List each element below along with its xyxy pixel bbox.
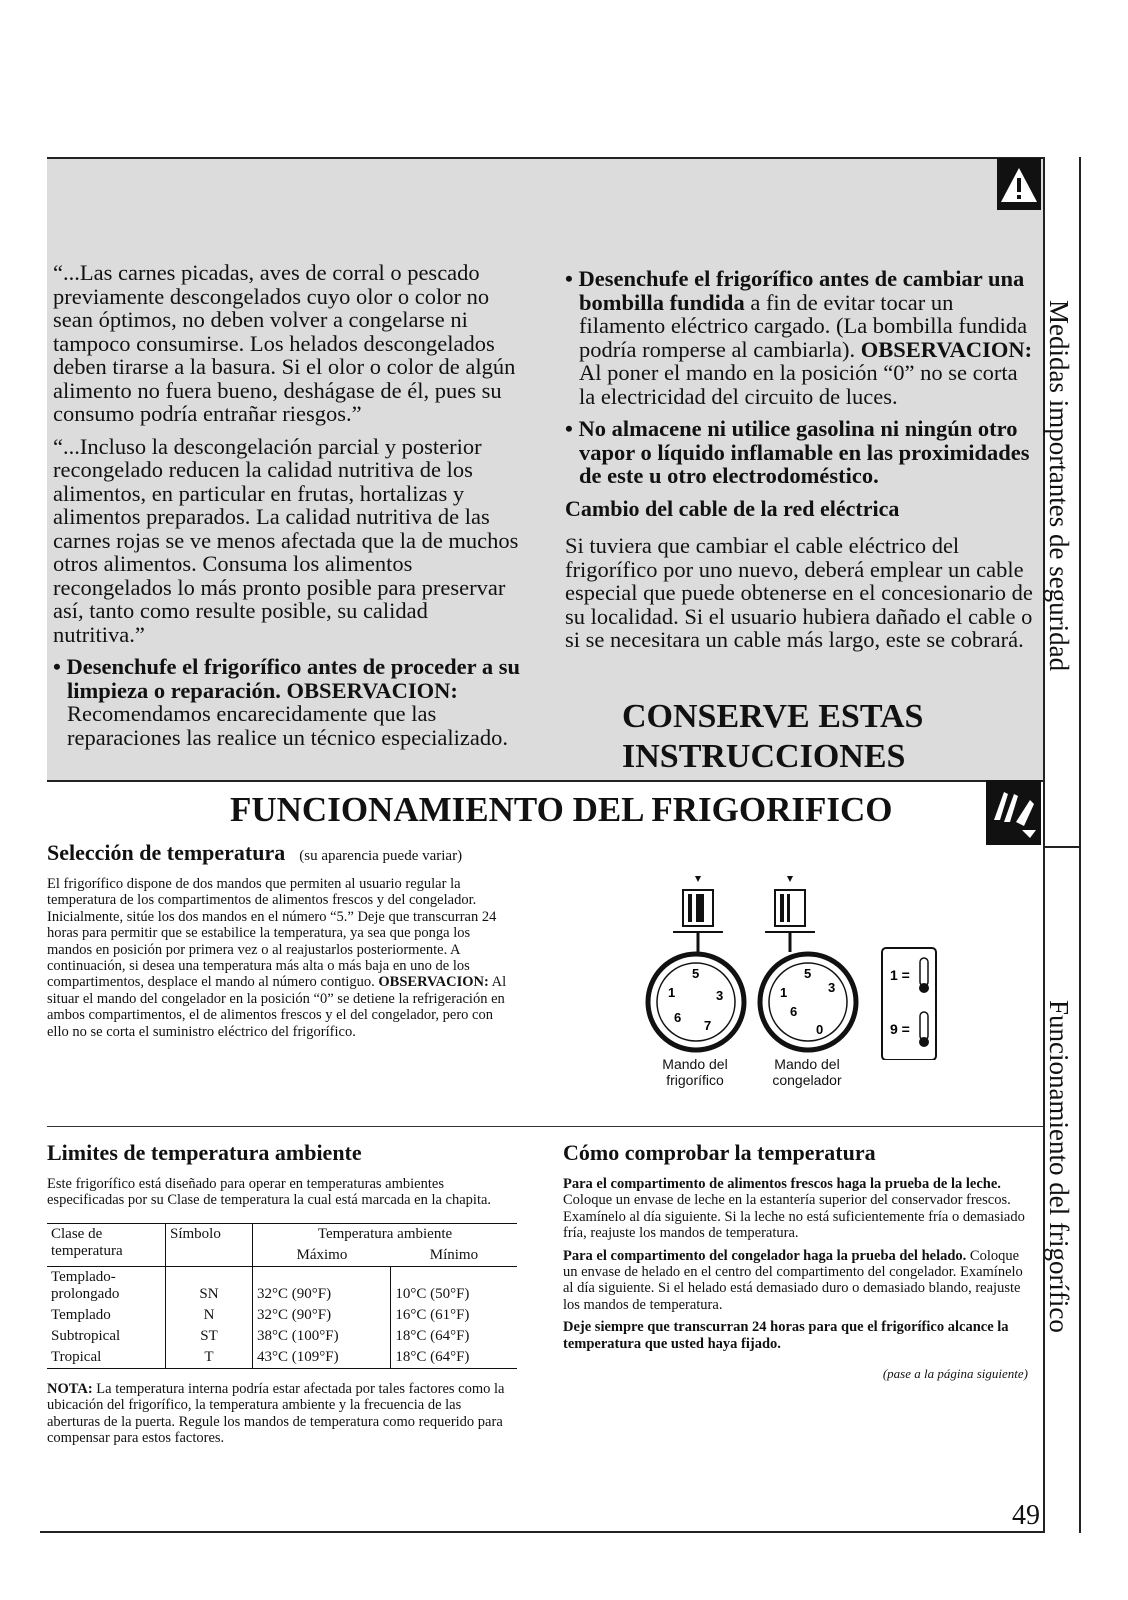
bottom-rule xyxy=(40,1531,1045,1533)
selection-observacion: OBSERVACION: xyxy=(378,974,489,991)
row-max: 32°C (90°F) xyxy=(253,1266,391,1305)
row-simbolo: T xyxy=(166,1347,253,1369)
table-row xyxy=(47,1347,517,1369)
header-simbolo: Símbolo xyxy=(166,1223,253,1266)
ambient-limits xyxy=(47,1140,517,1446)
row-simbolo: ST xyxy=(166,1326,253,1347)
header-clase: Clase de temperatura xyxy=(51,1225,123,1259)
header-min: Mínimo xyxy=(429,1246,479,1263)
thermometer-label-9: 9 = xyxy=(890,1021,910,1037)
conserve-line-1: CONSERVE ESTAS xyxy=(622,698,924,735)
row-clase: Subtropical xyxy=(51,1327,121,1344)
conserve-instrucciones xyxy=(622,697,923,777)
ice-cream-test-bold: Para el compartimento del congelador haga la prueba del helado. xyxy=(563,1247,967,1264)
bulb-bold: • Desenchufe el frigorífico antes de cambiar una bombilla fundida xyxy=(565,266,1025,315)
fridge-dial-number-5: 5 xyxy=(692,966,700,981)
section-title: FUNCIONAMIENTO DEL FRIGORIFICO xyxy=(230,790,893,829)
temperature-selection xyxy=(47,840,517,1040)
bulb-text-2: Al poner el mando en la posición “0” no se corta la electricidad del circuito de luces. xyxy=(579,360,1018,409)
check-temperature-body xyxy=(563,1176,1028,1352)
bulb-text: a fin de evitar tocar un filamento eléctrico cargado. (La bombilla fundida podría romperse al cambiarla). xyxy=(579,289,1028,362)
check-temperature xyxy=(563,1140,1028,1382)
row-clase: Tropical xyxy=(51,1348,102,1365)
nota xyxy=(47,1381,517,1447)
freezer-dial-number-3: 3 xyxy=(828,980,836,995)
table-header-row xyxy=(47,1223,517,1245)
milk-test-text: Coloque un envase de leche en la estantería superior del conservador frescos. Examínelo al día siguiente. Si la leche no está suficientemente fría o demasiado fría, reajuste los mandos de temperatura. xyxy=(563,1192,1025,1242)
row-min: 18°C (64°F) xyxy=(391,1326,517,1347)
cable-heading: Cambio del cable de la red eléctrica xyxy=(565,495,900,521)
row-max: 38°C (100°F) xyxy=(253,1326,391,1347)
temperature-class-table xyxy=(47,1223,517,1369)
warning-triangle-icon xyxy=(997,158,1041,210)
temperature-selection-note: (su aparencia puede variar) xyxy=(299,848,463,864)
fridge-dial-label-line-1: Mando del xyxy=(662,1056,728,1072)
cable-text: Si tuviera que cambiar el cable eléctrico del frigorífico por uno nuevo, deberá emplear un cable especial que puede obtenerse en el concesionario de su localidad. Si el usuario hubiera dañado el cable o si se necesitara un cable más largo, este se cobrará. xyxy=(565,533,1033,652)
nota-text: La temperatura interna podría estar afectada por tales factores como la ubicación del frigorífico, la temperatura ambiente y la frecuencia de las aberturas de la puerta. Regule los mandos de temperatura como requerido para compensar para estos factores. xyxy=(47,1380,505,1447)
row-max: 32°C (90°F) xyxy=(253,1305,391,1326)
table-row xyxy=(47,1305,517,1326)
safety-bullet-text: Recomendamos encarecidamente que las reparaciones las realice un técnico especializado. xyxy=(67,701,509,750)
fridge-dial-number-1: 1 xyxy=(668,985,676,1000)
safety-bullet-unplug-cleaning xyxy=(53,655,523,749)
safety-paragraph-1: “...Las carnes picadas, aves de corral o pescado previamente descongelados cuyo olor o color no sean óptimos, no deben volver a congelarse ni tampoco consumirse. Los helados descongelados deben tirarse a la basura. Si el olor o color de algún alimento no fuera bueno, deshágase de él, pues su consumo podría entrañar riesgos.” xyxy=(53,260,516,426)
side-tab-divider xyxy=(1043,846,1079,848)
page-number: 49 xyxy=(1012,1500,1040,1531)
freezer-dial-number-1: 1 xyxy=(780,985,788,1000)
warning-tab xyxy=(997,158,1041,210)
safety-bullet-bold: • Desenchufe el frigorífico antes de proceder a su limpieza o reparación. OBSERVACION: xyxy=(53,654,520,703)
hand-dial-icon xyxy=(986,780,1041,845)
safety-bullet-bulb xyxy=(565,267,1035,408)
nota-label: NOTA: xyxy=(47,1380,93,1397)
fridge-dial-label-line-2: frigorífico xyxy=(666,1072,724,1088)
ice-cream-test xyxy=(563,1248,1028,1314)
thermometer-label-1: 1 = xyxy=(890,967,910,983)
dials-illustration xyxy=(630,870,960,1100)
row-max: 43°C (109°F) xyxy=(253,1347,391,1369)
header-max: Máximo xyxy=(253,1245,391,1267)
table-row xyxy=(47,1326,517,1347)
control-dials-graphic xyxy=(630,870,960,1060)
freezer-dial-label xyxy=(752,1056,862,1088)
safety-bullet-gasoline: • No almacene ni utilice gasolina ni ningún otro vapor o líquido inflamable en las proximidades de este u otro electrodoméstico. xyxy=(565,416,1030,488)
freezer-dial-label-line-2: congelador xyxy=(772,1072,842,1088)
freezer-dial-number-5: 5 xyxy=(804,966,812,981)
milk-test xyxy=(563,1176,1028,1242)
ambient-limits-heading: Limites de temperatura ambiente xyxy=(47,1140,362,1165)
side-tab-safety: Medidas importantes de seguridad xyxy=(1044,300,1074,672)
bulb-observacion: OBSERVACION: xyxy=(860,336,1033,362)
selection-text-2: Al situar el mando del congelador en la posición “0” se detiene la refrigeración en ambos compartimentos, el de alimentos frescos y el del congelador, pero con ello no se corta el suministro eléctrico del frigorífico. xyxy=(47,974,507,1040)
section-separator xyxy=(47,1126,1043,1127)
side-tab-operation: Funcionamiento del frigorífico xyxy=(1044,1000,1074,1333)
row-min: 16°C (61°F) xyxy=(391,1305,517,1326)
row-clase: Templado xyxy=(51,1306,111,1323)
fridge-dial-number-6: 6 xyxy=(674,1010,682,1025)
ice-cream-test-text: Coloque un envase de helado en el centro del compartimento del congelador. Examínelo al día siguiente. Si el helado está demasiado duro o demasiado blando, reajuste los mandos de temperatura. xyxy=(563,1247,1023,1313)
operation-tab xyxy=(986,780,1041,845)
freezer-dial-label-line-1: Mando del xyxy=(774,1056,840,1072)
temperature-selection-body xyxy=(47,876,517,1040)
row-min: 18°C (64°F) xyxy=(391,1347,517,1369)
safety-section xyxy=(47,157,1043,782)
temperature-selection-heading: Selección de temperatura xyxy=(47,840,286,865)
fridge-dial-number-7: 7 xyxy=(704,1018,712,1033)
table-row xyxy=(47,1266,517,1305)
conserve-line-2: INSTRUCCIONES xyxy=(622,738,906,775)
continue-note: (pase a la página siguiente) xyxy=(882,1366,1028,1382)
header-temp: Temperatura ambiente xyxy=(253,1223,518,1245)
fridge-dial-label xyxy=(640,1056,750,1088)
wait-24-hours: Deje siempre que transcurran 24 horas para que el frigorífico alcance la temperatura que usted haya fijado. xyxy=(563,1319,1009,1352)
safety-left-column xyxy=(53,261,523,758)
milk-test-bold: Para el compartimento de alimentos frescos haga la prueba de la leche. xyxy=(563,1176,1001,1192)
freezer-dial-number-0: 0 xyxy=(816,1022,824,1037)
ambient-limits-text: Este frigorífico está diseñado para operar en temperaturas ambientes especificadas por su Clase de temperatura la cual está marcada en la chapita. xyxy=(47,1176,492,1209)
row-simbolo: SN xyxy=(166,1266,253,1305)
row-simbolo: N xyxy=(166,1305,253,1326)
selection-text: El frigorífico dispone de dos mandos que permiten al usuario regular la temperatura de los compartimentos de alimentos frescos y del congelador. Inicialmente, sitúe los dos mandos en el número “5.” Deje que transcurran 24 horas para permitir que se estabilice la temperatura, ya sea que ponga los mandos en posición por primera vez o al reajustarlos posteriormente. A continuación, si desea una temperatura más alta o más baja en uno de los compartimentos, desplace el mando al número contiguo. xyxy=(47,876,497,991)
check-temperature-heading: Cómo comprobar la temperatura xyxy=(563,1140,876,1165)
safety-paragraph-2: “...Incluso la descongelación parcial y posterior recongelado reducen la calidad nutritiva de los alimentos, en particular en frutas, hortalizas y alimentos preparados. La calidad nutritiva de las carnes rojas se ve menos afectada que la de muchos otros alimentos. Consuma los alimentos recongelados lo más pronto posible para preservar así, tanto como resulte posible, su calidad nutritiva.” xyxy=(53,433,519,647)
temperature-selection-header xyxy=(47,840,517,866)
safety-right-column xyxy=(565,267,1035,661)
fridge-dial-number-3: 3 xyxy=(716,988,724,1003)
row-clase: Templado-prolongado xyxy=(51,1268,120,1302)
row-min: 10°C (50°F) xyxy=(391,1266,517,1305)
freezer-dial-number-6: 6 xyxy=(790,1004,798,1019)
